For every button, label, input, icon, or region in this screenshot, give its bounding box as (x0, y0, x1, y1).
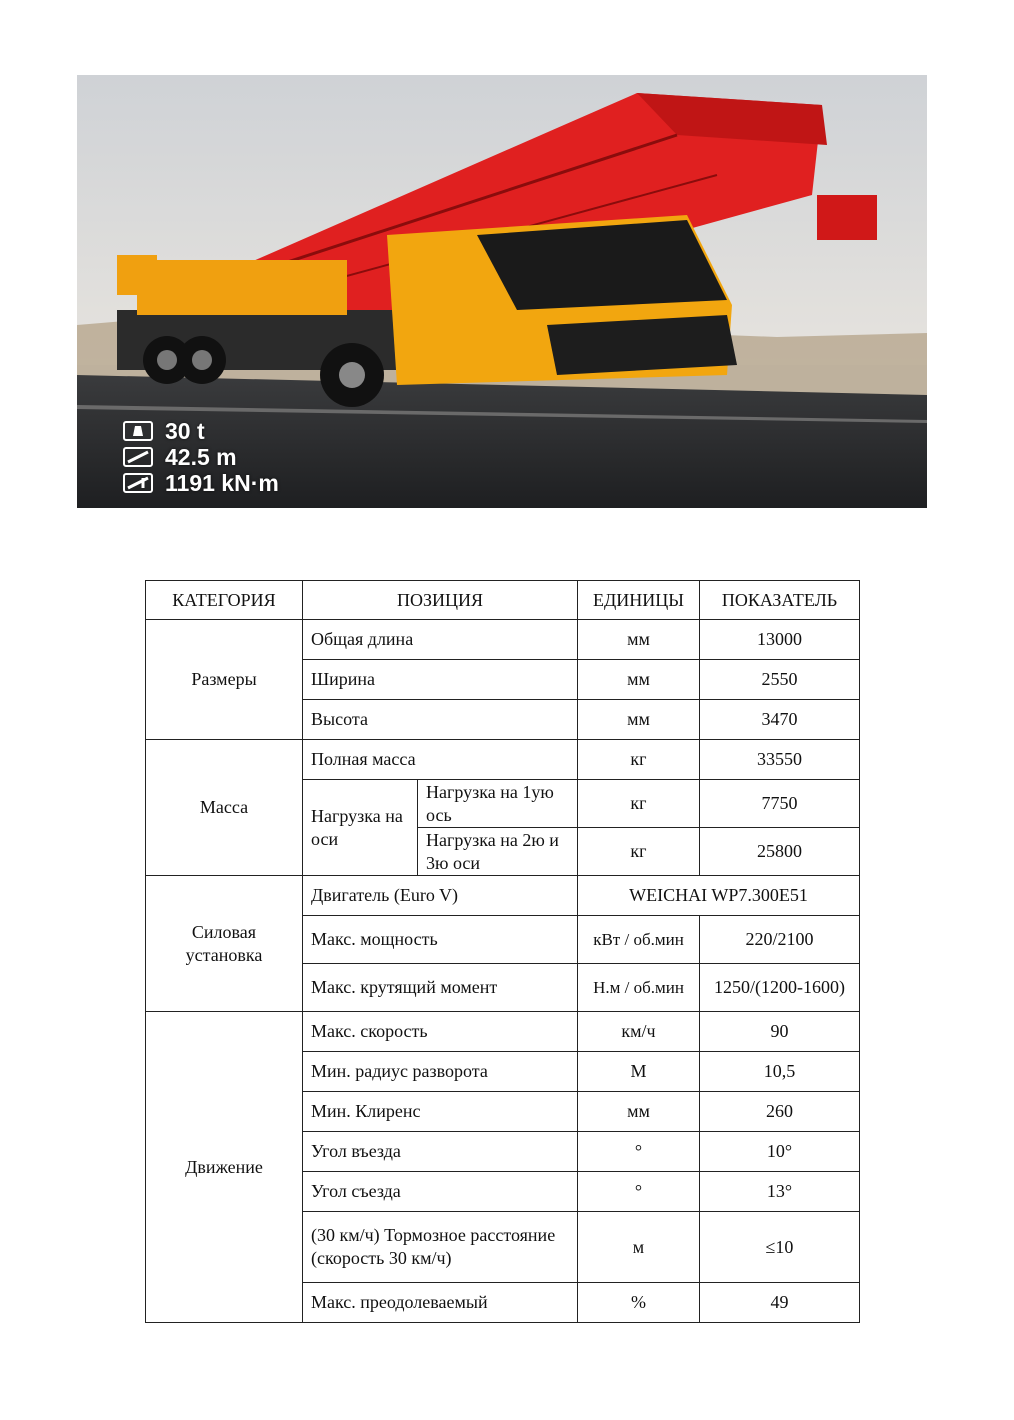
item-cell: Высота (303, 700, 578, 740)
unit-cell: мм (578, 660, 700, 700)
item-cell: Макс. крутящий момент (303, 964, 578, 1012)
spec-table (145, 580, 860, 1323)
unit-cell: кВт / об.мин (578, 916, 700, 964)
value-cell: 13° (700, 1172, 860, 1212)
value-cell: 33550 (700, 740, 860, 780)
item-cell: Мин. радиус разворота (303, 1052, 578, 1092)
item-cell: Макс. преодолеваемый (303, 1283, 578, 1323)
weight-icon (123, 421, 153, 441)
spec-lifting-moment-value: 1191 kN·m (165, 469, 279, 496)
engine-model: WEICHAI WP7.300E51 (578, 876, 860, 916)
table-row (146, 620, 860, 660)
unit-cell: Н.м / об.мин (578, 964, 700, 1012)
spec-boom-length-value: 42.5 m (165, 443, 237, 470)
axle-load-group: Нагрузка на оси (303, 780, 418, 876)
unit-cell: м (578, 1212, 700, 1283)
moment-icon (123, 473, 153, 493)
header-category: КАТЕГОРИЯ (146, 581, 303, 620)
unit-cell: мм (578, 700, 700, 740)
value-cell: 3470 (700, 700, 860, 740)
unit-cell: ° (578, 1172, 700, 1212)
item-cell: Макс. скорость (303, 1012, 578, 1052)
value-cell: 49 (700, 1283, 860, 1323)
table-row (146, 1012, 860, 1052)
item-cell: Двигатель (Euro V) (303, 876, 578, 916)
value-cell: 25800 (700, 828, 860, 876)
table-header-row (146, 581, 860, 620)
unit-cell: мм (578, 1092, 700, 1132)
value-cell: 10,5 (700, 1052, 860, 1092)
unit-cell: мм (578, 620, 700, 660)
value-cell: 7750 (700, 780, 860, 828)
category-mass: Масса (146, 740, 303, 876)
value-cell: 2550 (700, 660, 860, 700)
spec-boom-length (123, 445, 237, 469)
crane-photo (77, 75, 927, 508)
value-cell: 220/2100 (700, 916, 860, 964)
unit-cell: ° (578, 1132, 700, 1172)
table-row (146, 876, 860, 916)
item-cell: Ширина (303, 660, 578, 700)
category-sizes: Размеры (146, 620, 303, 740)
item-cell: (30 км/ч) Тормозное расстояние (скорость 30 км/ч) (303, 1212, 578, 1283)
item-cell: Угол въезда (303, 1132, 578, 1172)
header-units: ЕДИНИЦЫ (578, 581, 700, 620)
item-cell: Мин. Клиренс (303, 1092, 578, 1132)
header-value: ПОКАЗАТЕЛЬ (700, 581, 860, 620)
value-cell: 260 (700, 1092, 860, 1132)
unit-cell: кг (578, 828, 700, 876)
value-cell: 10° (700, 1132, 860, 1172)
item-cell: Нагрузка на 1ую ось (418, 780, 578, 828)
value-cell: 90 (700, 1012, 860, 1052)
item-cell: Макс. мощность (303, 916, 578, 964)
unit-cell: % (578, 1283, 700, 1323)
value-cell: 1250/(1200-1600) (700, 964, 860, 1012)
unit-cell: км/ч (578, 1012, 700, 1052)
header-position: ПОЗИЦИЯ (303, 581, 578, 620)
item-cell: Полная масса (303, 740, 578, 780)
category-power: Силовая установка (146, 876, 303, 1012)
unit-cell: кг (578, 780, 700, 828)
spec-capacity-value: 30 t (165, 417, 205, 444)
category-motion: Движение (146, 1012, 303, 1323)
spec-lifting-moment (123, 471, 279, 495)
item-cell: Общая длина (303, 620, 578, 660)
value-cell: 13000 (700, 620, 860, 660)
unit-cell: кг (578, 740, 700, 780)
boom-length-icon (123, 447, 153, 467)
spec-capacity (123, 419, 205, 443)
item-cell: Нагрузка на 2ю и 3ю оси (418, 828, 578, 876)
item-cell: Угол съезда (303, 1172, 578, 1212)
value-cell: ≤10 (700, 1212, 860, 1283)
unit-cell: М (578, 1052, 700, 1092)
table-row (146, 740, 860, 780)
